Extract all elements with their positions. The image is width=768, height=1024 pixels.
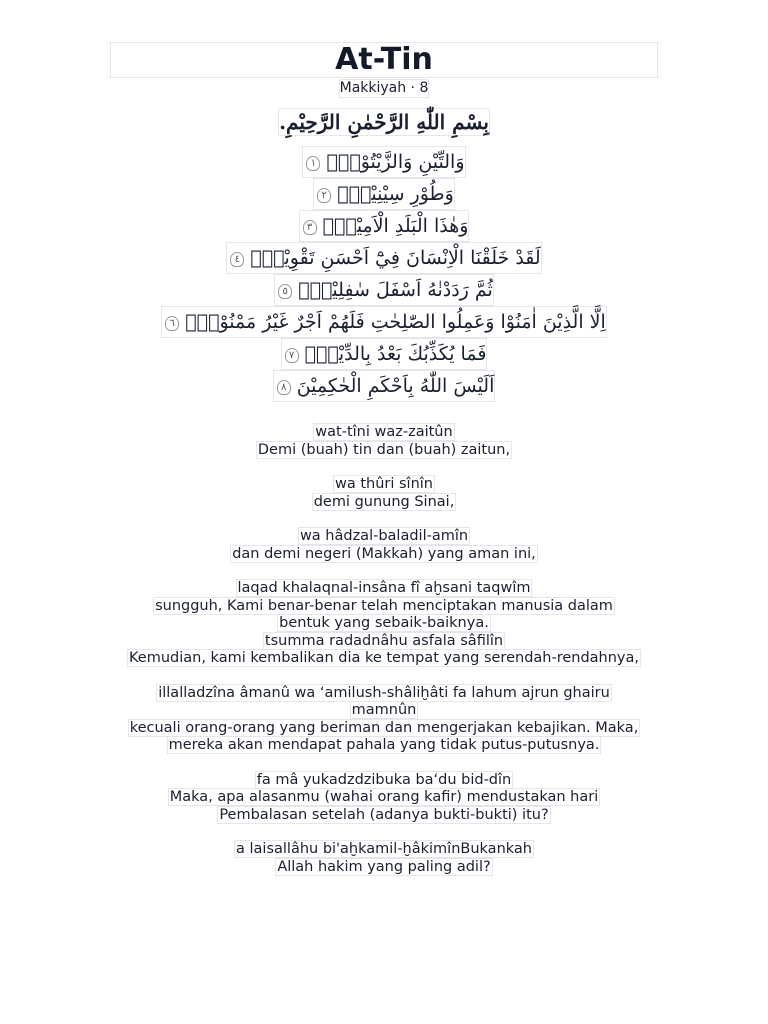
latin-transliteration: fa mâ yukadzdzibuka ba‘du bid-dîn	[256, 771, 512, 788]
arabic-verse-text: ثُمَّ رَدَدْنٰهُ اَسْفَلَ سٰفِلِيْنَۙ	[298, 279, 493, 301]
translation-item	[110, 633, 658, 668]
arabic-verse	[110, 306, 658, 338]
ayah-number-icon: ٣	[303, 220, 317, 235]
latin-transliteration: wa thûri sînîn	[334, 476, 433, 492]
arabic-verse-text: وَهٰذَا الْبَلَدِ الْاَمِيْنِۙ	[322, 215, 469, 237]
arabic-verse	[110, 370, 658, 402]
arabic-verse	[110, 146, 658, 178]
surah-title: At-Tin	[110, 42, 658, 78]
arabic-verse	[110, 178, 658, 210]
translation-item	[110, 772, 658, 825]
latin-transliteration: wa hâdzal-baladil-amîn	[299, 528, 469, 544]
translation-meaning: sungguh, Kami benar-benar telah menciptakan manusia dalam	[155, 597, 613, 614]
translation-meaning: bentuk yang sebaik-baiknya.	[279, 615, 489, 631]
latin-transliteration: illalladzîna âmanû wa ‘amilush-shâliḫâti fa lahum ajrun ghairu	[158, 684, 610, 701]
translation-meaning: Maka, apa alasanmu (wahai orang kafir) mendustakan hari	[169, 789, 599, 805]
arabic-verse	[110, 274, 658, 306]
latin-transliteration: a laisallâhu bi'aḫkamil-ḫâkimînBukankah	[236, 841, 532, 857]
ayah-number-icon: ٦	[165, 316, 179, 331]
translation-meaning: mereka akan mendapat pahala yang tidak putus-putusnya.	[168, 737, 600, 753]
translation-meaning: Pembalasan setelah (adanya bukti-bukti) itu?	[219, 806, 549, 823]
ayah-number-icon: ٥	[278, 284, 292, 299]
surah-page	[110, 42, 658, 893]
latin-transliteration: laqad khalaqnal-insâna fî aḫsani taqwîm	[237, 580, 531, 596]
translation-item	[110, 424, 658, 459]
translation-item	[110, 580, 658, 633]
arabic-verse-text: اِلَّا الَّذِيْنَ اٰمَنُوْا وَعَمِلُوا الصّٰلِحٰتِ فَلَهُمْ اَجْرٌ غَيْرُ مَمْنُوْنٍۗ	[185, 311, 606, 333]
translation-list	[110, 424, 658, 876]
arabic-verse-list	[110, 146, 658, 402]
translation-meaning: Allah hakim yang paling adil?	[277, 858, 491, 875]
translation-meaning: demi gunung Sinai,	[313, 493, 455, 510]
translation-item	[110, 528, 658, 563]
arabic-verse	[110, 338, 658, 370]
ayah-number-icon: ٢	[317, 188, 331, 203]
translation-item	[110, 476, 658, 511]
bismillah: بِسْمِ اللّٰهِ الرَّحْمٰنِ الرَّحِيْمِ.	[279, 110, 489, 134]
translation-meaning: Demi (buah) tin dan (buah) zaitun,	[257, 441, 511, 458]
translation-meaning: Kemudian, kami kembalikan dia ke tempat yang serendah-rendahnya,	[129, 650, 639, 666]
latin-transliteration: mamnûn	[351, 702, 417, 718]
arabic-verse-text: اَلَيْسَ اللّٰهُ بِاَحْكَمِ الْحٰكِمِيْنَ	[296, 375, 495, 397]
arabic-verse	[110, 210, 658, 242]
translation-meaning: kecuali orang-orang yang beriman dan mengerjakan kebajikan. Maka,	[129, 719, 639, 736]
arabic-verse-text: وَطُوْرِ سِيْنِيْنَۙ	[337, 183, 454, 205]
surah-subtitle: Makkiyah · 8	[339, 80, 429, 96]
translation-item	[110, 841, 658, 876]
ayah-number-icon: ٤	[230, 252, 244, 267]
ayah-number-icon: ٧	[285, 348, 299, 363]
arabic-verse	[110, 242, 658, 274]
arabic-verse-text: فَمَا يُكَذِّبُكَ بَعْدُ بِالدِّيْنِۗ	[304, 343, 487, 365]
arabic-verse-text: وَالتِّيْنِ وَالزَّيْتُوْنِۙ	[326, 151, 465, 173]
ayah-number-icon: ٨	[277, 380, 291, 395]
latin-transliteration: wat-tîni waz-zaitûn	[315, 424, 453, 440]
ayah-number-icon: ١	[306, 156, 320, 171]
arabic-verse-text: لَقَدْ خَلَقْنَا الْاِنْسَانَ فِيْٓ اَحْسَنِ تَقْوِيْمٍۖ	[250, 247, 541, 269]
translation-item	[110, 685, 658, 755]
latin-transliteration: tsumma radadnâhu asfala sâfilîn	[264, 632, 504, 649]
translation-meaning: dan demi negeri (Makkah) yang aman ini,	[232, 545, 536, 562]
